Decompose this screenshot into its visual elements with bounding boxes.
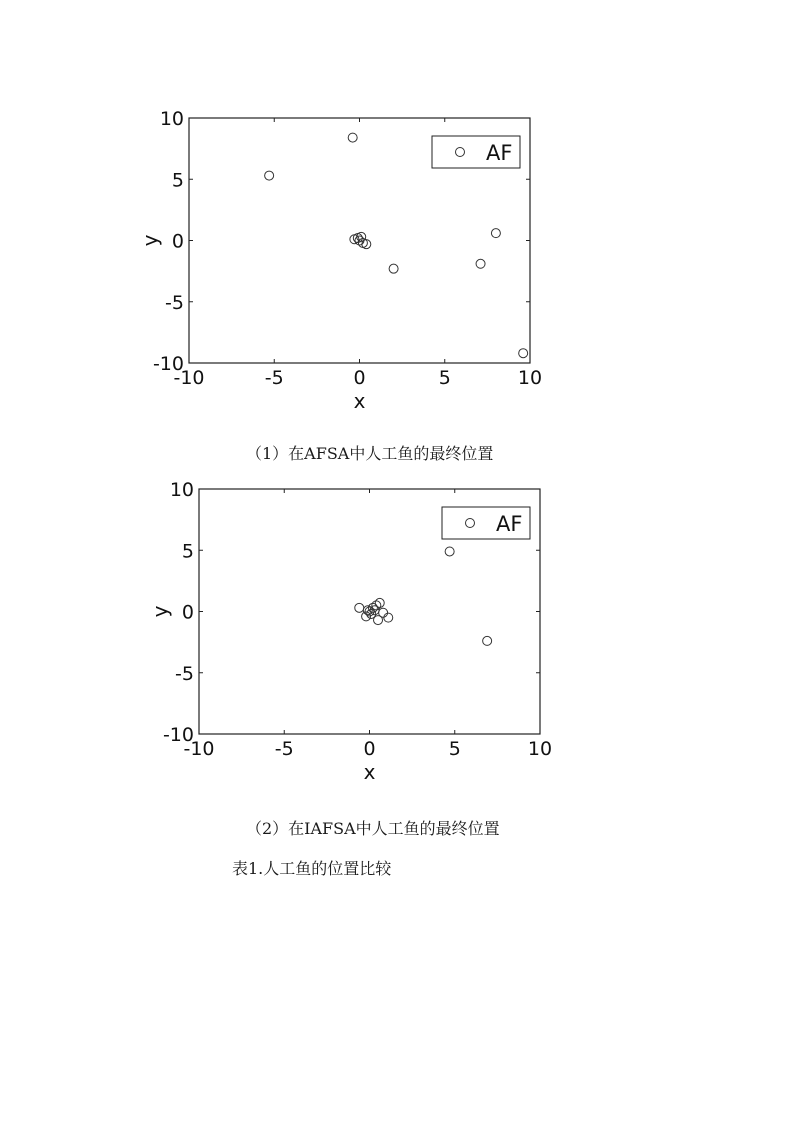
y-tick-label: 5	[171, 169, 184, 192]
x-axis-label: x	[363, 760, 376, 784]
y-tick-label: 0	[171, 230, 184, 253]
table-caption: 表1.人工鱼的位置比较	[232, 859, 392, 878]
data-point	[370, 606, 379, 615]
data-point	[265, 171, 274, 180]
x-tick-label: 0	[363, 738, 376, 760]
y-tick-label: -5	[175, 662, 194, 685]
data-point	[374, 616, 383, 625]
data-point	[348, 133, 357, 142]
data-point	[445, 547, 454, 556]
y-tick-label: -10	[162, 724, 194, 746]
scatter-plot-afsa	[110, 96, 560, 426]
y-tick-label: 10	[159, 108, 184, 130]
x-tick-label: -10	[173, 367, 205, 389]
x-tick-label: 10	[527, 738, 553, 760]
caption-iafsa: （2）在IAFSA中人工鱼的最终位置	[246, 819, 500, 838]
y-tick-label: -10	[152, 353, 184, 375]
data-point	[389, 264, 398, 273]
x-tick-label: 0	[353, 367, 366, 389]
data-point	[519, 349, 528, 358]
y-axis-label: y	[148, 605, 172, 618]
y-axis-label: y	[138, 234, 162, 247]
y-tick-label: 0	[181, 601, 194, 624]
x-tick-label: -5	[274, 738, 294, 760]
x-tick-label: 5	[438, 367, 451, 389]
y-tick-label: 10	[169, 479, 194, 501]
data-point	[491, 229, 500, 238]
x-axis-label: x	[353, 389, 366, 413]
x-tick-label: 5	[448, 738, 461, 760]
data-point	[362, 240, 371, 249]
data-point	[483, 636, 492, 645]
data-point	[476, 259, 485, 268]
y-tick-label: -5	[165, 291, 184, 314]
scatter-plot-iafsa	[120, 467, 570, 797]
legend-label: AF	[486, 141, 513, 165]
data-point	[355, 603, 364, 612]
y-tick-label: 5	[181, 540, 194, 563]
x-tick-label: -5	[264, 367, 284, 389]
legend-label: AF	[496, 512, 523, 536]
x-tick-label: -10	[183, 738, 215, 760]
x-tick-label: 10	[517, 367, 543, 389]
caption-afsa: （1）在AFSA中人工鱼的最终位置	[246, 444, 494, 463]
data-point	[384, 613, 393, 622]
